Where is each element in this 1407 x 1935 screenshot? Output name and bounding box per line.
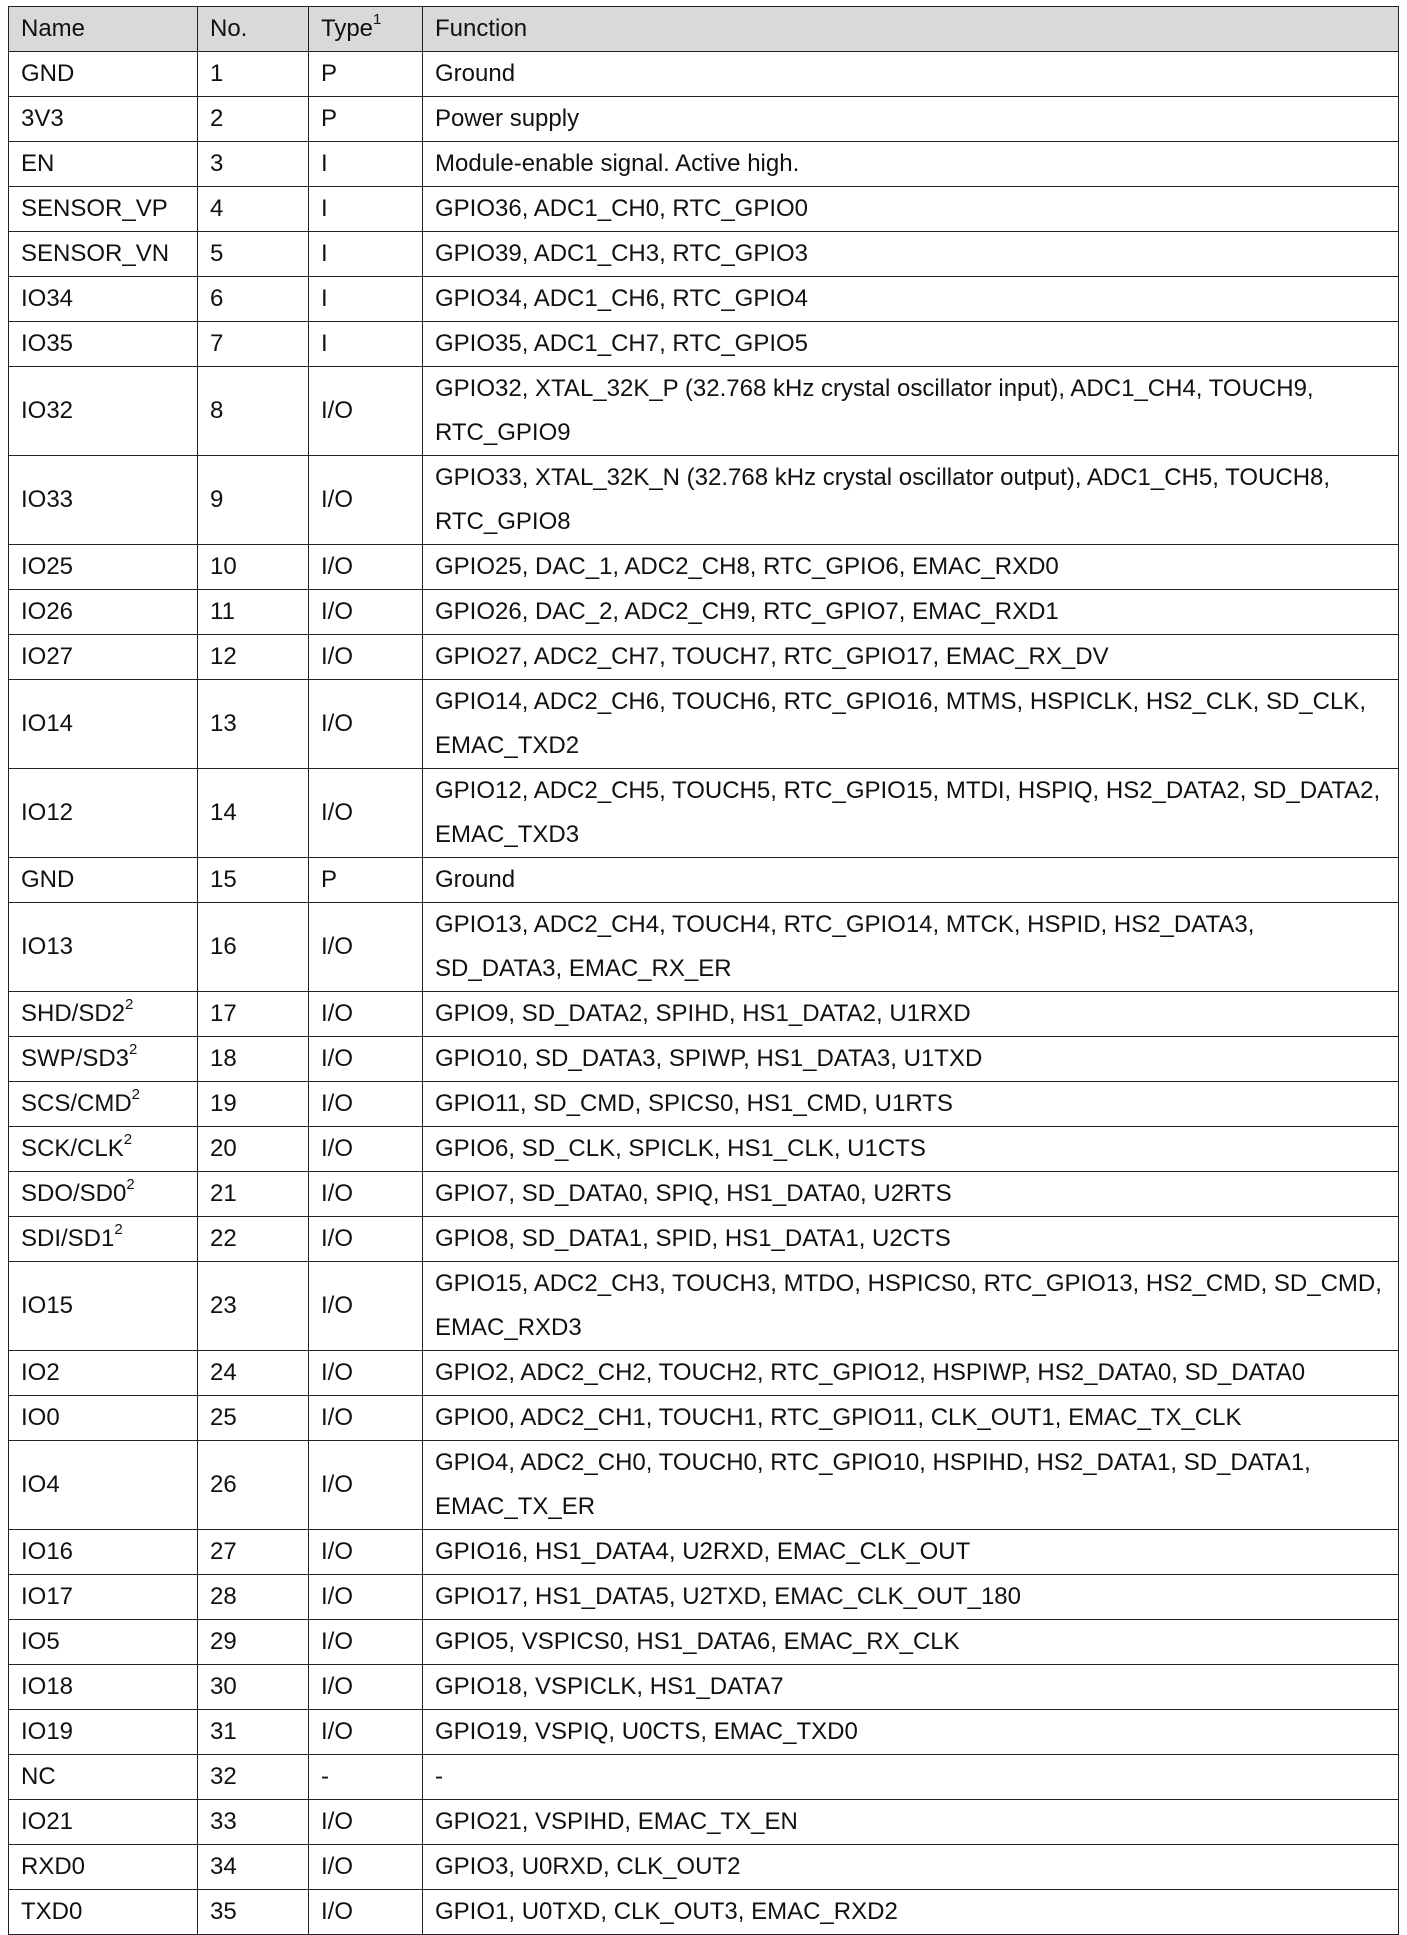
pin-function: GPIO26, DAC_2, ADC2_CH9, RTC_GPIO7, EMAC_RXD1 — [423, 590, 1399, 635]
pin-table-container — [8, 6, 1399, 1935]
pin-type: I/O — [309, 1890, 423, 1935]
header-type-footnote: 1 — [373, 11, 382, 28]
pin-name: SENSOR_VP — [21, 195, 168, 222]
pin-number: 2 — [198, 97, 309, 142]
table-row — [9, 1620, 1399, 1665]
pin-function: GPIO14, ADC2_CH6, TOUCH6, RTC_GPIO16, MTMS, HSPICLK, HS2_CLK, SD_CLK, EMAC_TXD2 — [423, 680, 1399, 769]
pin-function: GPIO8, SD_DATA1, SPID, HS1_DATA1, U2CTS — [423, 1217, 1399, 1262]
pin-type: I/O — [309, 1037, 423, 1082]
pin-number: 16 — [198, 903, 309, 992]
pin-name: IO35 — [21, 330, 74, 357]
pin-number: 21 — [198, 1172, 309, 1217]
table-row — [9, 1530, 1399, 1575]
pin-definitions-table — [8, 6, 1399, 1935]
pin-name-cell — [9, 322, 198, 367]
table-row — [9, 1710, 1399, 1755]
table-row — [9, 1441, 1399, 1530]
pin-name-cell — [9, 52, 198, 97]
pin-name: IO15 — [21, 1292, 74, 1319]
pin-number: 20 — [198, 1127, 309, 1172]
pin-name-cell — [9, 1710, 198, 1755]
pin-name-cell — [9, 1890, 198, 1935]
pin-name-cell — [9, 232, 198, 277]
pin-type: I/O — [309, 992, 423, 1037]
pin-type: P — [309, 97, 423, 142]
pin-number: 34 — [198, 1845, 309, 1890]
table-row — [9, 187, 1399, 232]
pin-type: I/O — [309, 1800, 423, 1845]
pin-function: Module-enable signal. Active high. — [423, 142, 1399, 187]
pin-function: Ground — [423, 52, 1399, 97]
pin-number: 6 — [198, 277, 309, 322]
table-row — [9, 1890, 1399, 1935]
pin-function: GPIO0, ADC2_CH1, TOUCH1, RTC_GPIO11, CLK_OUT1, EMAC_TX_CLK — [423, 1396, 1399, 1441]
pin-name-cell — [9, 1620, 198, 1665]
pin-number: 32 — [198, 1755, 309, 1800]
pin-type: I/O — [309, 1172, 423, 1217]
table-row — [9, 1845, 1399, 1890]
pin-name-cell — [9, 1845, 198, 1890]
pin-function: GPIO25, DAC_1, ADC2_CH8, RTC_GPIO6, EMAC_RXD0 — [423, 545, 1399, 590]
pin-name: IO27 — [21, 643, 74, 670]
pin-name: IO16 — [21, 1538, 74, 1565]
pin-type: I/O — [309, 1620, 423, 1665]
table-row — [9, 1172, 1399, 1217]
pin-name-cell — [9, 1755, 198, 1800]
pin-name: GND — [21, 866, 75, 893]
pin-number: 35 — [198, 1890, 309, 1935]
pin-function: GPIO39, ADC1_CH3, RTC_GPIO3 — [423, 232, 1399, 277]
table-row — [9, 1037, 1399, 1082]
pin-function: GPIO35, ADC1_CH7, RTC_GPIO5 — [423, 322, 1399, 367]
table-row — [9, 97, 1399, 142]
pin-number: 30 — [198, 1665, 309, 1710]
pin-name-footnote: 2 — [114, 1221, 123, 1238]
pin-function: GPIO15, ADC2_CH3, TOUCH3, MTDO, HSPICS0, RTC_GPIO13, HS2_CMD, SD_CMD, EMAC_RXD3 — [423, 1262, 1399, 1351]
pin-name: IO21 — [21, 1808, 74, 1835]
pin-type: - — [309, 1755, 423, 1800]
pin-name: SWP/SD3 — [21, 1045, 130, 1072]
pin-type: I/O — [309, 769, 423, 858]
pin-number: 11 — [198, 590, 309, 635]
pin-number: 31 — [198, 1710, 309, 1755]
pin-number: 23 — [198, 1262, 309, 1351]
pin-name: SCS/CMD — [21, 1090, 132, 1117]
pin-function: GPIO34, ADC1_CH6, RTC_GPIO4 — [423, 277, 1399, 322]
table-row — [9, 322, 1399, 367]
pin-name: RXD0 — [21, 1853, 86, 1880]
pin-name-cell — [9, 1800, 198, 1845]
pin-function: GPIO16, HS1_DATA4, U2RXD, EMAC_CLK_OUT — [423, 1530, 1399, 1575]
pin-number: 26 — [198, 1441, 309, 1530]
table-row — [9, 1665, 1399, 1710]
pin-function: GPIO33, XTAL_32K_N (32.768 kHz crystal oscillator output), ADC1_CH5, TOUCH8, RTC_GPIO8 — [423, 456, 1399, 545]
pin-type: I — [309, 232, 423, 277]
pin-type: I/O — [309, 1845, 423, 1890]
pin-number: 27 — [198, 1530, 309, 1575]
pin-type: I/O — [309, 1396, 423, 1441]
header-no: No. — [198, 7, 309, 52]
pin-type: I/O — [309, 545, 423, 590]
pin-type: I/O — [309, 1575, 423, 1620]
table-row — [9, 367, 1399, 456]
table-row — [9, 769, 1399, 858]
pin-name-cell — [9, 277, 198, 322]
table-row — [9, 232, 1399, 277]
pin-number: 7 — [198, 322, 309, 367]
header-type — [309, 7, 423, 52]
pin-function: Power supply — [423, 97, 1399, 142]
pin-number: 18 — [198, 1037, 309, 1082]
table-row — [9, 635, 1399, 680]
pin-name-cell — [9, 1082, 198, 1127]
pin-name-cell — [9, 1262, 198, 1351]
pin-name-cell — [9, 1037, 198, 1082]
pin-name: IO18 — [21, 1673, 74, 1700]
pin-name: IO2 — [21, 1359, 60, 1386]
pin-type: I/O — [309, 590, 423, 635]
pin-type: I — [309, 187, 423, 232]
pin-name-cell — [9, 142, 198, 187]
pin-name: IO25 — [21, 553, 74, 580]
pin-number: 19 — [198, 1082, 309, 1127]
pin-name-cell — [9, 680, 198, 769]
pin-name-cell — [9, 1441, 198, 1530]
pin-function: GPIO11, SD_CMD, SPICS0, HS1_CMD, U1RTS — [423, 1082, 1399, 1127]
table-row — [9, 545, 1399, 590]
table-body — [9, 52, 1399, 1935]
pin-name-cell — [9, 992, 198, 1037]
pin-number: 14 — [198, 769, 309, 858]
pin-type: I/O — [309, 367, 423, 456]
pin-number: 10 — [198, 545, 309, 590]
table-row — [9, 142, 1399, 187]
table-row — [9, 1575, 1399, 1620]
pin-name-cell — [9, 1665, 198, 1710]
pin-name: IO13 — [21, 933, 74, 960]
pin-name: EN — [21, 150, 55, 177]
table-row — [9, 1217, 1399, 1262]
pin-name: SDI/SD1 — [21, 1225, 115, 1252]
pin-number: 13 — [198, 680, 309, 769]
table-row — [9, 277, 1399, 322]
pin-name-cell — [9, 1351, 198, 1396]
pin-number: 22 — [198, 1217, 309, 1262]
table-row — [9, 1755, 1399, 1800]
pin-type: I/O — [309, 1710, 423, 1755]
pin-name-cell — [9, 1530, 198, 1575]
pin-number: 4 — [198, 187, 309, 232]
pin-function: Ground — [423, 858, 1399, 903]
pin-number: 9 — [198, 456, 309, 545]
pin-function: GPIO7, SD_DATA0, SPIQ, HS1_DATA0, U2RTS — [423, 1172, 1399, 1217]
pin-type: P — [309, 52, 423, 97]
pin-number: 1 — [198, 52, 309, 97]
pin-function: GPIO4, ADC2_CH0, TOUCH0, RTC_GPIO10, HSPIHD, HS2_DATA1, SD_DATA1, EMAC_TX_ER — [423, 1441, 1399, 1530]
pin-name-footnote: 2 — [123, 1131, 133, 1148]
pin-name-cell — [9, 97, 198, 142]
pin-name-footnote: 2 — [126, 1176, 135, 1193]
pin-type: I/O — [309, 1441, 423, 1530]
pin-function: GPIO19, VSPIQ, U0CTS, EMAC_TXD0 — [423, 1710, 1399, 1755]
pin-number: 12 — [198, 635, 309, 680]
pin-type: I/O — [309, 1127, 423, 1172]
pin-number: 33 — [198, 1800, 309, 1845]
pin-number: 29 — [198, 1620, 309, 1665]
pin-type: I/O — [309, 1262, 423, 1351]
pin-name-cell — [9, 1172, 198, 1217]
table-row — [9, 992, 1399, 1037]
pin-function: - — [423, 1755, 1399, 1800]
table-row — [9, 1082, 1399, 1127]
pin-type: I/O — [309, 1082, 423, 1127]
pin-function: GPIO1, U0TXD, CLK_OUT3, EMAC_RXD2 — [423, 1890, 1399, 1935]
pin-type: I/O — [309, 1665, 423, 1710]
pin-function: GPIO10, SD_DATA3, SPIWP, HS1_DATA3, U1TXD — [423, 1037, 1399, 1082]
pin-number: 28 — [198, 1575, 309, 1620]
pin-name-cell — [9, 456, 198, 545]
pin-name: IO17 — [21, 1583, 74, 1610]
table-row — [9, 680, 1399, 769]
pin-function: GPIO12, ADC2_CH5, TOUCH5, RTC_GPIO15, MTDI, HSPIQ, HS2_DATA2, SD_DATA2, EMAC_TXD3 — [423, 769, 1399, 858]
pin-function: GPIO17, HS1_DATA5, U2TXD, EMAC_CLK_OUT_180 — [423, 1575, 1399, 1620]
pin-function: GPIO21, VSPIHD, EMAC_TX_EN — [423, 1800, 1399, 1845]
pin-function: GPIO32, XTAL_32K_P (32.768 kHz crystal oscillator input), ADC1_CH4, TOUCH9, RTC_GPIO9 — [423, 367, 1399, 456]
table-header-row — [9, 7, 1399, 52]
pin-name: 3V3 — [21, 105, 64, 132]
pin-name-cell — [9, 1217, 198, 1262]
pin-function: GPIO9, SD_DATA2, SPIHD, HS1_DATA2, U1RXD — [423, 992, 1399, 1037]
pin-type: I/O — [309, 680, 423, 769]
pin-number: 15 — [198, 858, 309, 903]
pin-name-cell — [9, 367, 198, 456]
header-name: Name — [9, 7, 198, 52]
pin-name: NC — [21, 1763, 56, 1790]
pin-name-cell — [9, 1396, 198, 1441]
table-row — [9, 590, 1399, 635]
table-row — [9, 903, 1399, 992]
pin-name: IO12 — [21, 799, 74, 826]
pin-name: IO14 — [21, 710, 74, 737]
pin-type: I/O — [309, 635, 423, 680]
pin-number: 8 — [198, 367, 309, 456]
pin-name: IO4 — [21, 1471, 60, 1498]
pin-number: 3 — [198, 142, 309, 187]
table-row — [9, 1396, 1399, 1441]
pin-type: I — [309, 142, 423, 187]
pin-number: 25 — [198, 1396, 309, 1441]
pin-name: IO34 — [21, 285, 74, 312]
pin-number: 24 — [198, 1351, 309, 1396]
pin-name-footnote: 2 — [129, 1041, 138, 1058]
pin-name-cell — [9, 545, 198, 590]
pin-function: GPIO5, VSPICS0, HS1_DATA6, EMAC_RX_CLK — [423, 1620, 1399, 1665]
pin-type: I — [309, 322, 423, 367]
pin-function: GPIO6, SD_CLK, SPICLK, HS1_CLK, U1CTS — [423, 1127, 1399, 1172]
pin-name: IO19 — [21, 1718, 74, 1745]
pin-type: I/O — [309, 456, 423, 545]
pin-function: GPIO2, ADC2_CH2, TOUCH2, RTC_GPIO12, HSPIWP, HS2_DATA0, SD_DATA0 — [423, 1351, 1399, 1396]
pin-name: IO33 — [21, 486, 74, 513]
pin-function: GPIO13, ADC2_CH4, TOUCH4, RTC_GPIO14, MTCK, HSPID, HS2_DATA3, SD_DATA3, EMAC_RX_ER — [423, 903, 1399, 992]
pin-type: P — [309, 858, 423, 903]
table-row — [9, 1800, 1399, 1845]
table-row — [9, 456, 1399, 545]
pin-type: I/O — [309, 1217, 423, 1262]
pin-name-footnote: 2 — [125, 996, 134, 1013]
table-row — [9, 1262, 1399, 1351]
pin-name: IO26 — [21, 598, 74, 625]
table-row — [9, 1351, 1399, 1396]
pin-name: GND — [21, 60, 75, 87]
pin-name-cell — [9, 858, 198, 903]
pin-name: SENSOR_VN — [21, 240, 170, 267]
pin-name-cell — [9, 590, 198, 635]
pin-type: I — [309, 277, 423, 322]
table-row — [9, 1127, 1399, 1172]
pin-name: IO0 — [21, 1404, 60, 1431]
pin-function: GPIO3, U0RXD, CLK_OUT2 — [423, 1845, 1399, 1890]
pin-function: GPIO27, ADC2_CH7, TOUCH7, RTC_GPIO17, EMAC_RX_DV — [423, 635, 1399, 680]
pin-name-cell — [9, 903, 198, 992]
pin-name-cell — [9, 635, 198, 680]
header-function: Function — [423, 7, 1399, 52]
pin-name: IO32 — [21, 397, 74, 424]
pin-type: I/O — [309, 1351, 423, 1396]
pin-name: SDO/SD0 — [21, 1180, 127, 1207]
header-type-label: Type — [321, 15, 374, 42]
pin-name-cell — [9, 769, 198, 858]
pin-function: GPIO36, ADC1_CH0, RTC_GPIO0 — [423, 187, 1399, 232]
pin-number: 17 — [198, 992, 309, 1037]
pin-number: 5 — [198, 232, 309, 277]
pin-name-cell — [9, 1575, 198, 1620]
pin-name-cell — [9, 187, 198, 232]
table-row — [9, 858, 1399, 903]
pin-function: GPIO18, VSPICLK, HS1_DATA7 — [423, 1665, 1399, 1710]
pin-name: SHD/SD2 — [21, 1000, 126, 1027]
pin-name: TXD0 — [21, 1898, 83, 1925]
pin-name: SCK/CLK — [21, 1135, 124, 1162]
table-row — [9, 52, 1399, 97]
pin-name-cell — [9, 1127, 198, 1172]
pin-type: I/O — [309, 1530, 423, 1575]
pin-type: I/O — [309, 903, 423, 992]
pin-name: IO5 — [21, 1628, 60, 1655]
pin-name-footnote: 2 — [131, 1086, 141, 1103]
